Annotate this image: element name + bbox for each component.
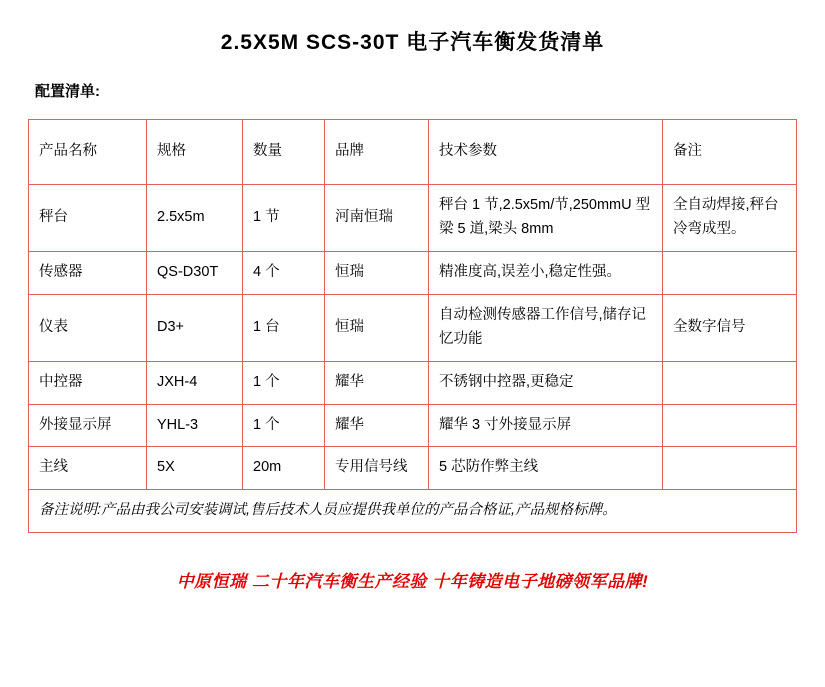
table-footnote: 备注说明:产品由我公司安装调试,售后技术人员应提供我单位的产品合格证,产品规格标牌。 (29, 490, 797, 533)
cell-product-name: 中控器 (29, 361, 147, 404)
cell-note (663, 361, 797, 404)
cell-brand: 恒瑞 (325, 251, 429, 294)
column-header-name: 产品名称 (29, 120, 147, 185)
table-row (29, 294, 797, 361)
cell-product-name: 外接显示屏 (29, 404, 147, 447)
table-row (29, 251, 797, 294)
column-header-qty: 数量 (243, 120, 325, 185)
cell-brand: 耀华 (325, 361, 429, 404)
footer-slogan: 中原恒瑞 二十年汽车衡生产经验 十年铸造电子地磅领军品牌! (176, 572, 649, 592)
cell-quantity: 1 节 (243, 185, 325, 252)
cell-brand: 耀华 (325, 404, 429, 447)
column-header-spec: 规格 (147, 120, 243, 185)
table-footnote-row (29, 490, 797, 533)
cell-brand: 专用信号线 (325, 447, 429, 490)
cell-quantity: 20m (243, 447, 325, 490)
cell-product-name: 秤台 (29, 185, 147, 252)
cell-spec: 5X (147, 447, 243, 490)
section-subtitle: 配置清单: (35, 83, 100, 100)
cell-note (663, 447, 797, 490)
cell-tech-params: 5 芯防作弊主线 (429, 447, 663, 490)
table-row (29, 361, 797, 404)
table-row (29, 404, 797, 447)
cell-note (663, 404, 797, 447)
cell-note: 全数字信号 (663, 294, 797, 361)
column-header-tech: 技术参数 (429, 120, 663, 185)
cell-spec: YHL-3 (147, 404, 243, 447)
cell-tech-params: 精准度高,误差小,稳定性强。 (429, 251, 663, 294)
cell-quantity: 1 个 (243, 404, 325, 447)
cell-spec: JXH-4 (147, 361, 243, 404)
specification-table (28, 119, 797, 533)
document-page (0, 26, 825, 687)
cell-spec: D3+ (147, 294, 243, 361)
cell-tech-params: 自动检测传感器工作信号,储存记忆功能 (429, 294, 663, 361)
cell-tech-params: 秤台 1 节,2.5x5m/节,250mmU 型梁 5 道,梁头 8mm (429, 185, 663, 252)
table-row (29, 185, 797, 252)
column-header-brand: 品牌 (325, 120, 429, 185)
table-row (29, 447, 797, 490)
cell-note (663, 251, 797, 294)
page-title: 2.5X5M SCS-30T 电子汽车衡发货清单 (220, 31, 605, 54)
cell-product-name: 主线 (29, 447, 147, 490)
cell-tech-params: 不锈钢中控器,更稳定 (429, 361, 663, 404)
cell-brand: 恒瑞 (325, 294, 429, 361)
cell-product-name: 仪表 (29, 294, 147, 361)
cell-product-name: 传感器 (29, 251, 147, 294)
cell-note: 全自动焊接,秤台冷弯成型。 (663, 185, 797, 252)
cell-quantity: 1 个 (243, 361, 325, 404)
cell-quantity: 1 台 (243, 294, 325, 361)
cell-spec: 2.5x5m (147, 185, 243, 252)
cell-spec: QS-D30T (147, 251, 243, 294)
cell-tech-params: 耀华 3 寸外接显示屏 (429, 404, 663, 447)
column-header-note: 备注 (663, 120, 797, 185)
table-header-row (29, 120, 797, 185)
cell-brand: 河南恒瑞 (325, 185, 429, 252)
cell-quantity: 4 个 (243, 251, 325, 294)
